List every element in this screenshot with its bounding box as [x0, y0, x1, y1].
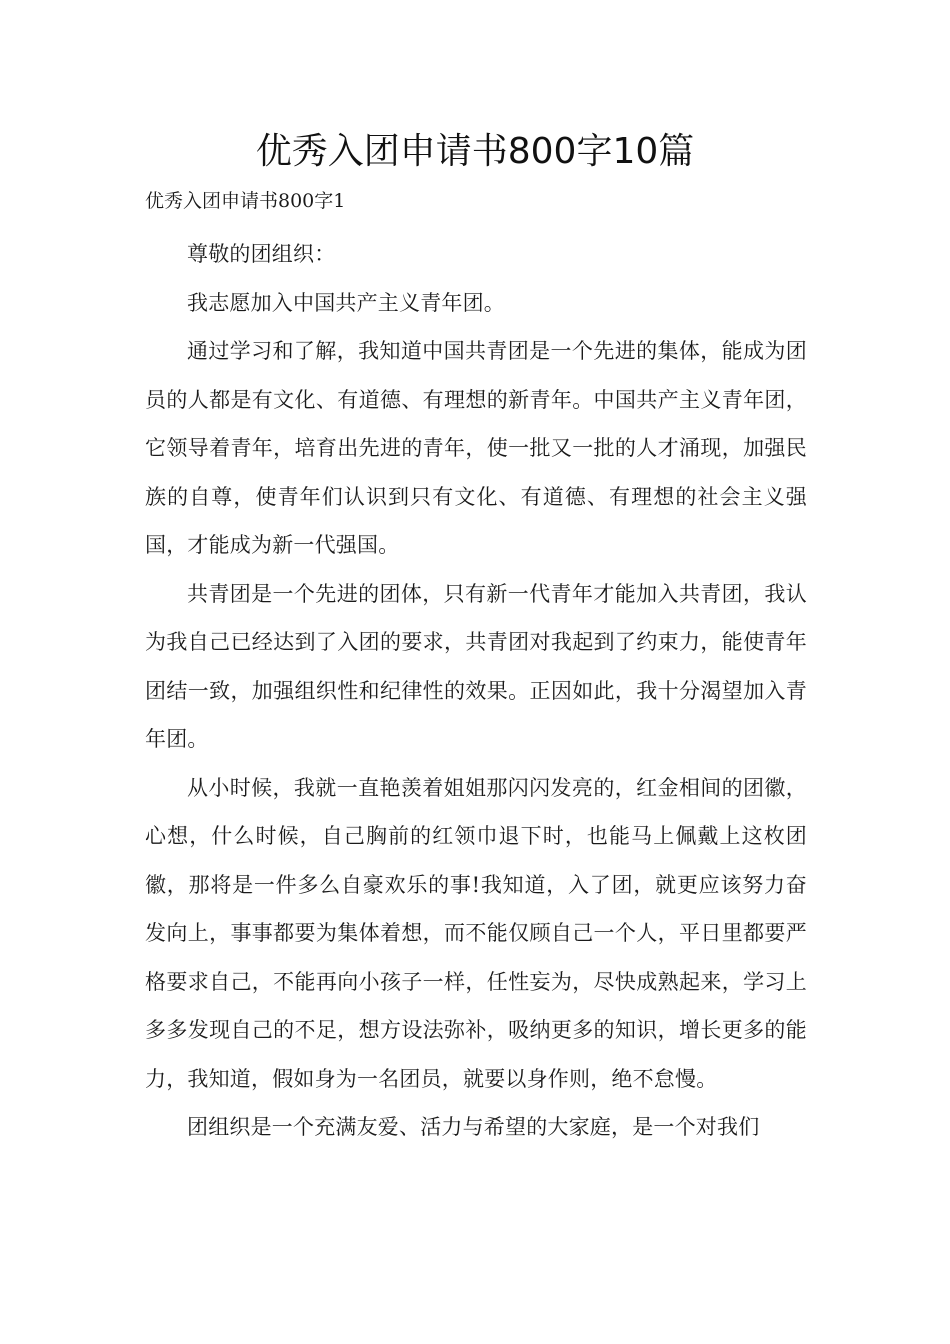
paragraph: 从小时候，我就一直艳羡着姐姐那闪闪发亮的，红金相间的团徽，心想，什么时候，自己胸前的红领巾退下时，也能马上佩戴上这枚团徽，那将是一件多么自豪欢乐的事!我知道，入了团，就更应该努力奋发向上，事事都要为集体着想，而不能仅顾自己一个人，平日里都要严格要求自己，不能再向小孩子一样，任性妄为，尽快成熟起来，学习上多多发现自己的不足，想方设法弥补，吸纳更多的知识，增长更多的能力，我知道，假如身为一名团员，就要以身作则，绝不怠慢。	[145, 775, 807, 1091]
document-body	[145, 230, 807, 1152]
paragraph-salutation: 尊敬的团组织：	[187, 242, 336, 266]
section-heading: 优秀入团申请书800字1	[145, 190, 346, 212]
paragraph: 团组织是一个充满友爱、活力与希望的大家庭，是一个对我们	[187, 1115, 760, 1139]
document-title: 优秀入团申请书800字10篇	[255, 131, 695, 172]
paragraph: 共青团是一个先进的团体，只有新一代青年才能加入共青团，我认为我自己已经达到了入团的要求，共青团对我起到了约束力，能使青年团结一致，加强组织性和纪律性的效果。正因如此，我十分渴望加入青年团。	[145, 581, 807, 751]
paragraph-intent: 我志愿加入中国共产主义青年团。	[187, 290, 505, 315]
paragraph: 通过学习和了解，我知道中国共青团是一个先进的集体，能成为团员的人都是有文化、有道德、有理想的新青年。中国共产主义青年团，它领导着青年，培育出先进的青年，使一批又一批的人才涌现，加强民族的自尊，使青年们认识到只有文化、有道德、有理想的社会主义强国，才能成为新一代强国。	[145, 339, 807, 557]
